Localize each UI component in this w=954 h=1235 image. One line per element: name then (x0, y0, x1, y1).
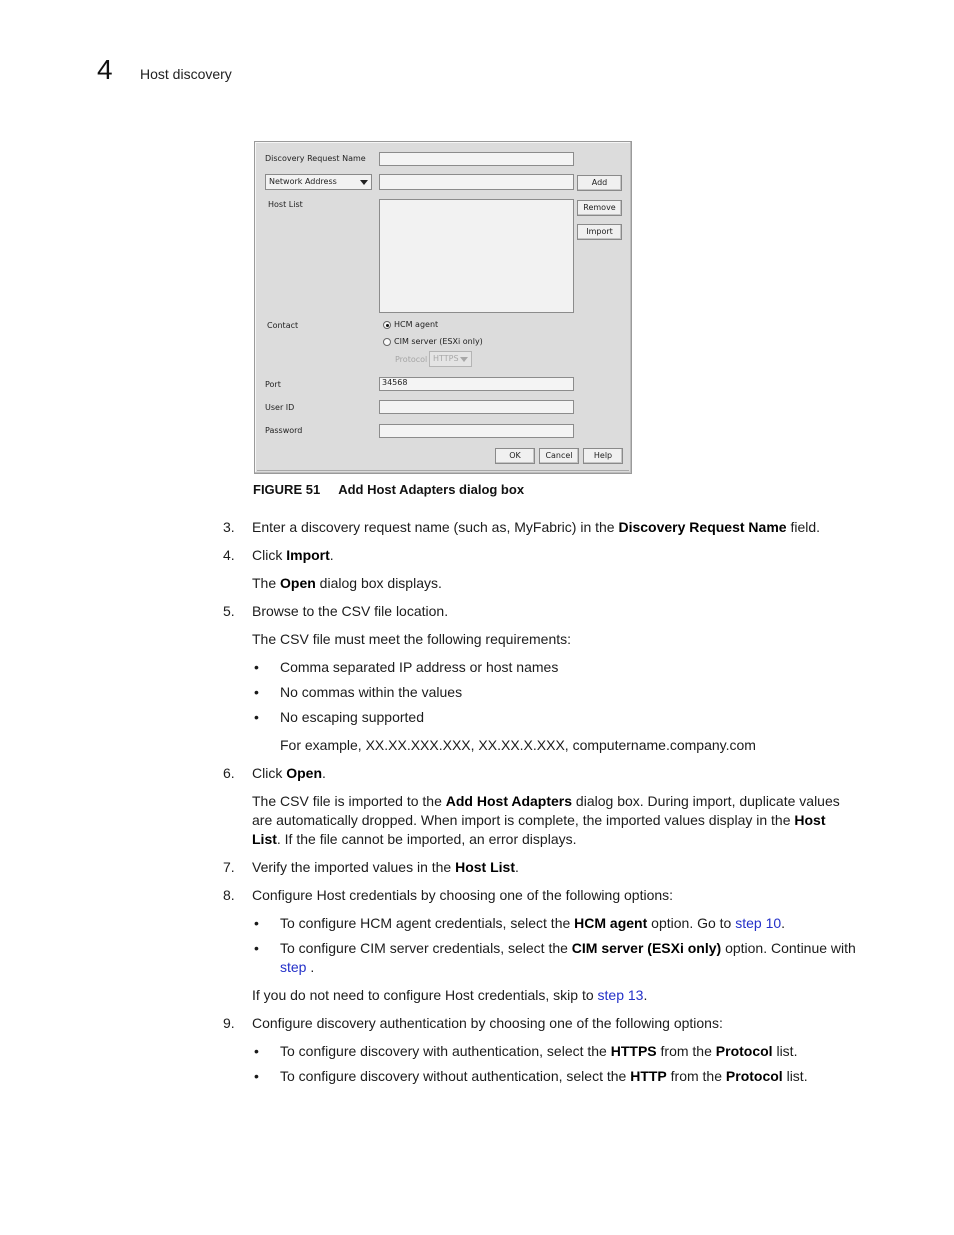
host-list-box[interactable] (379, 199, 574, 313)
list-item-continued: step . (280, 959, 315, 975)
list-item: To configure CIM server credentials, select the CIM server (ESXi only) option. Continue with (280, 940, 856, 956)
address-type-value: Network Address (269, 177, 337, 186)
step-10-link[interactable]: step 10 (735, 915, 782, 931)
password-input[interactable] (379, 424, 574, 438)
remove-button[interactable]: Remove (577, 200, 622, 216)
step-5-text: Browse to the CSV file location. (252, 603, 449, 619)
step-7-text: Verify the imported values in the Host List. (252, 859, 519, 875)
bullet-icon: • (254, 1068, 259, 1084)
step-number: 8. (223, 887, 235, 903)
step-link[interactable]: step (280, 959, 307, 975)
hcm-agent-radio[interactable] (383, 321, 391, 329)
step-4-note: The Open dialog box displays. (252, 575, 442, 591)
discovery-request-name-label: Discovery Request Name (265, 154, 366, 163)
bullet-icon: • (254, 659, 259, 675)
user-id-label: User ID (265, 403, 295, 412)
step-number: 6. (223, 765, 235, 781)
cim-server-label: CIM server (ESXi only) (394, 337, 483, 346)
step-number: 7. (223, 859, 235, 875)
bullet-icon: • (254, 915, 259, 931)
list-item: No commas within the values (280, 684, 463, 700)
contact-label: Contact (267, 321, 299, 330)
chapter-title: Host discovery (140, 66, 232, 82)
step-8-note: If you do not need to configure Host credentials, skip to step 13. (252, 987, 648, 1003)
user-id-input[interactable] (379, 400, 574, 414)
chevron-down-icon (460, 357, 468, 362)
bullet-icon: • (254, 940, 259, 956)
add-button[interactable]: Add (577, 175, 622, 191)
step-4-text: Click Import. (252, 547, 334, 563)
step-6-note-line-3: List. If the file cannot be imported, an error displays. (252, 831, 577, 847)
protocol-value: HTTPS (433, 354, 459, 363)
hcm-agent-label: HCM agent (394, 320, 439, 329)
ok-button[interactable]: OK (495, 448, 535, 464)
port-label: Port (265, 380, 281, 389)
address-type-select[interactable] (265, 174, 372, 190)
password-label: Password (265, 426, 303, 435)
figure-title: Add Host Adapters dialog box (338, 482, 525, 497)
step-9-text: Configure discovery authentication by choosing one of the following options: (252, 1015, 723, 1031)
step-number: 4. (223, 547, 235, 563)
list-item: No escaping supported (280, 709, 424, 725)
list-item: To configure HCM agent credentials, select the HCM agent option. Go to step 10. (280, 915, 786, 931)
protocol-label: Protocol (395, 355, 428, 364)
help-button[interactable]: Help (583, 448, 623, 464)
chevron-down-icon (360, 180, 368, 185)
figure-number: FIGURE 51 (253, 482, 321, 497)
step-5-note: The CSV file must meet the following requirements: (252, 631, 572, 647)
step-8-text: Configure Host credentials by choosing one of the following options: (252, 887, 674, 903)
dialog-divider (257, 470, 629, 471)
step-3-text: Enter a discovery request name (such as, MyFabric) in the Discovery Request Name field. (252, 519, 821, 535)
bullet-icon: • (254, 709, 259, 725)
list-item: Comma separated IP address or host names (280, 659, 559, 675)
list-item: To configure discovery without authentication, select the HTTP from the Protocol list. (280, 1068, 808, 1084)
figure-caption (253, 482, 524, 497)
port-input[interactable]: 34568 (379, 377, 574, 391)
cancel-button[interactable]: Cancel (539, 448, 579, 464)
import-button[interactable]: Import (577, 224, 622, 240)
cim-server-radio[interactable] (383, 338, 391, 346)
step-6-text: Click Open. (252, 765, 326, 781)
step-6-note-line-1: The CSV file is imported to the Add Host Adapters dialog box. During import, duplicate values (252, 793, 840, 809)
step-13-link[interactable]: step 13 (597, 987, 644, 1003)
protocol-select[interactable] (429, 351, 472, 367)
example-text: For example, XX.XX.XXX.XXX, XX.XX.X.XXX, computername.company.com (280, 737, 756, 753)
chapter-number: 4 (97, 54, 113, 85)
step-6-note-line-2: are automatically dropped. When import is complete, the imported values display in the Host (252, 812, 826, 828)
host-list-label: Host List (268, 200, 303, 209)
step-number: 9. (223, 1015, 235, 1031)
add-host-adapters-dialog (254, 141, 632, 474)
bullet-icon: • (254, 684, 259, 700)
step-number: 5. (223, 603, 235, 619)
list-item: To configure discovery with authentication, select the HTTPS from the Protocol list. (280, 1043, 798, 1059)
network-address-input[interactable] (379, 174, 574, 190)
bullet-icon: • (254, 1043, 259, 1059)
discovery-request-name-input[interactable] (379, 152, 574, 166)
step-number: 3. (223, 519, 235, 535)
